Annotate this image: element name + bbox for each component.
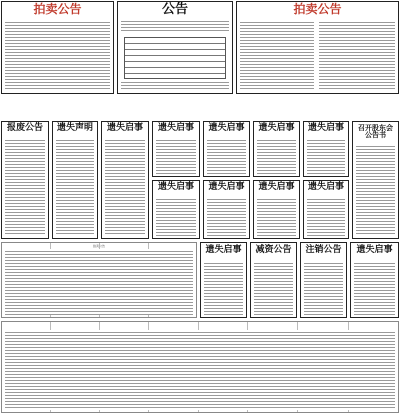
lost-notice-k-title: 遗失启事 [356, 245, 393, 255]
lost-statement [52, 121, 98, 239]
lost-notice-k [350, 242, 399, 318]
lost-notice-e [203, 180, 250, 239]
lost-notice-b-title: 遗失启事 [157, 123, 194, 133]
notice-body-text [257, 138, 296, 174]
small-notices-block-a [1, 242, 197, 318]
capital-reduction-title: 减资公告 [255, 245, 292, 255]
lost-notice-j [200, 242, 247, 318]
public-notice-center [117, 1, 233, 94]
small-notices-block-b [1, 321, 399, 413]
auction-notice-left [1, 1, 114, 94]
notice-body-text [354, 261, 395, 315]
lost-notice-f-title: 遗失启事 [258, 123, 295, 133]
lost-notice-h-title: 遗失启事 [307, 123, 344, 133]
lost-notice-a [101, 121, 149, 239]
lost-notice-e-title: 遗失启事 [208, 182, 245, 192]
notice-body-text [207, 197, 246, 236]
lost-notice-i-title: 遗失启事 [307, 182, 344, 192]
small-notice-header: 拍卖公告 [92, 244, 105, 248]
notice-body-text [56, 138, 94, 236]
auction-notice-right [236, 1, 399, 94]
shareholder-meeting-notice [352, 121, 399, 239]
lost-notice-f [253, 121, 300, 177]
notice-body-text [356, 144, 395, 236]
notice-body-text [5, 330, 395, 410]
scrap-notice-title: 报废公告 [6, 123, 43, 133]
notice-body-text [204, 261, 243, 315]
lost-notice-a-title: 遗失启事 [106, 123, 143, 133]
auction-notice-right-title: 拍卖公告 [293, 2, 342, 16]
notice-body-text [254, 261, 293, 315]
lost-notice-j-title: 遗失启事 [205, 245, 242, 255]
notice-body-text [156, 197, 196, 236]
notice-body-text [5, 138, 45, 236]
notice-body-text [121, 19, 229, 33]
public-notice-title: 公告 [161, 2, 188, 17]
lost-notice-g [253, 180, 300, 239]
lost-notice-i [303, 180, 349, 239]
lost-notice-d-title: 遗失启事 [208, 123, 245, 133]
notice-body-text [105, 138, 145, 236]
notice-body-text [121, 80, 229, 91]
notice-body-text [5, 249, 193, 315]
capital-reduction-notice [250, 242, 297, 318]
notice-body-text [304, 261, 343, 315]
lost-notice-c-title: 遗失启事 [157, 182, 194, 192]
lost-notice-g-title: 遗失启事 [258, 182, 295, 192]
scrap-notice [1, 121, 49, 239]
notice-table [124, 37, 226, 79]
lost-notice-h [303, 121, 349, 177]
lost-notice-c [152, 180, 200, 239]
shareholder-meeting-title: 召开股东会公告书 [358, 123, 393, 140]
auction-notice-left-title: 拍卖公告 [33, 2, 82, 16]
notice-body-text-right [319, 20, 395, 91]
notice-body-text [5, 20, 110, 91]
notice-body-text [307, 197, 345, 236]
notice-body-text-left [240, 20, 314, 91]
lost-notice-d [203, 121, 250, 177]
notice-body-text [307, 138, 345, 174]
cancellation-notice [300, 242, 347, 318]
lost-statement-title: 遗失声明 [56, 123, 93, 133]
notice-body-text [257, 197, 296, 236]
cancellation-title: 注销公告 [305, 245, 342, 255]
notice-body-text [156, 138, 196, 174]
lost-notice-b [152, 121, 200, 177]
notice-body-text [207, 138, 246, 174]
